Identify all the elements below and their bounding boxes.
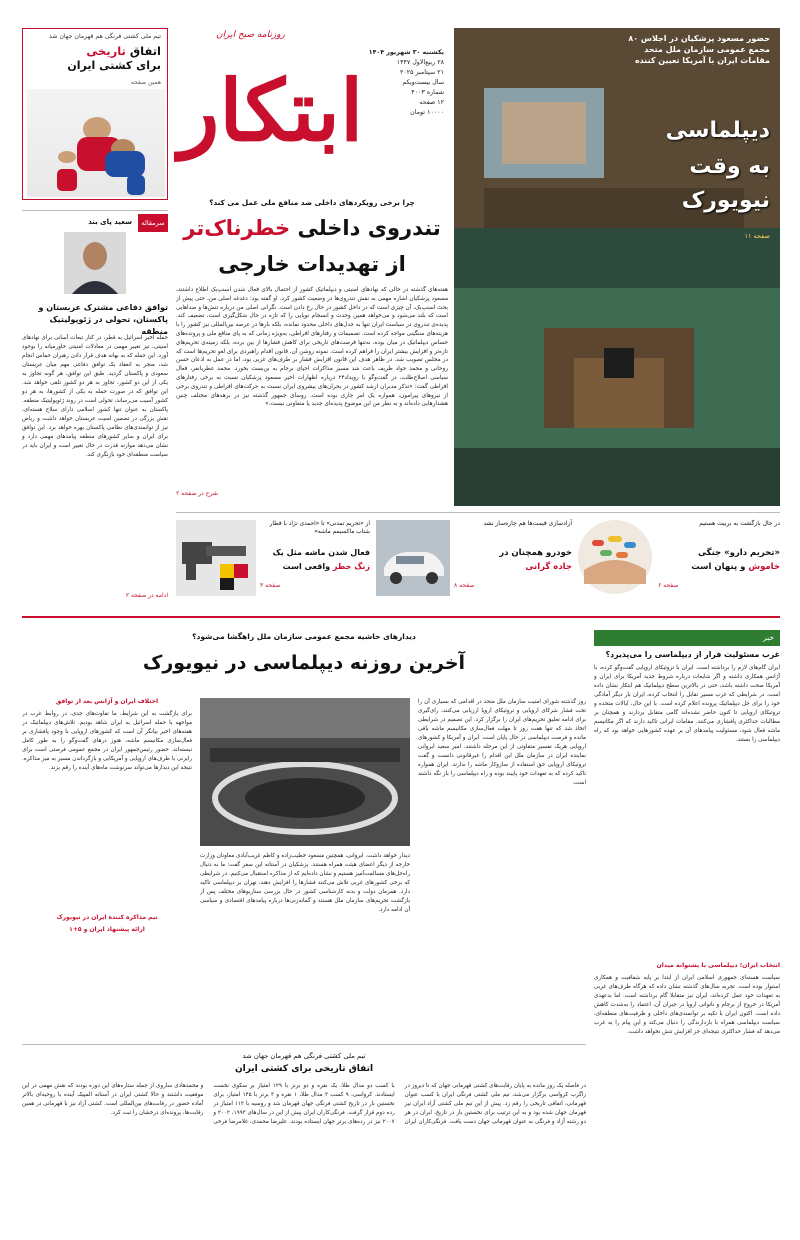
cover-big-2: به وقت bbox=[689, 154, 770, 179]
teaser-2-photo bbox=[376, 520, 450, 596]
teaser-2-kicker: آزادسازی قیمت‌ها هم چاره‌ساز نشد bbox=[483, 520, 572, 527]
author-avatar bbox=[64, 232, 126, 294]
cover-caption-2: مجمع عمومی سازمان ملل متحد bbox=[644, 45, 770, 54]
date-box bbox=[368, 48, 444, 144]
teaser-3-title-2: زنگ خطر واقعی است bbox=[282, 562, 370, 571]
main-continue[interactable]: شرح در صفحه ۲ bbox=[176, 490, 218, 497]
news-body: ایران گام‌های لازم را برداشته است. ایران با تروئیکای اروپایی گفت‌وگو کرده، با آژانس همکاری داشته و اگر شایعات درباره شروط جدید آمریکا برای ایران و آمریکا صحت داشته باشد، حتی در بالاترین سطح دیپلماتیک هم ابتکار نشان داده است. در شرایطی که غرب مسیر تقابل را انتخاب کرده، ایران بار دیگر آمادگی خود را برای حل دیپلماتیک پرونده اعلام کرده است. با این حال، ایالات متحده و تروئیکای اروپایی تا کنون حاضر نشده‌اند گامی متقابل بردارند و همچنان بر مطالبات حداکثری پافشاری می‌کنند. مقامات ایرانی تاکید دارند که اگر مکانیسم ماشه فعال شود، مسئولیت پیامدهای آن بر عهده کشورهایی خواهد بود که راه دیپلماسی را بستند. bbox=[594, 665, 780, 743]
un-subhead-1: اختلاف ایران و آژانس بعد از توافق bbox=[55, 698, 159, 705]
un-col-1: روز گذشته شورای امنیت سازمان ملل متحد در اقدامی که بسیاری آن را تحت فشار شرکای اروپایی و تروئیکای اروپا ارزیابی می‌کنند، رای‌گیری برای ادامه تعلیق تحریم‌های ایران را برگزار کرد. این تصمیم در شرایطی اتخاذ شد که تنها هفت روز تا مهلت فعال‌سازی مکانیسم ماشه باقی مانده و فرصت دیپلماسی در حال پایان است. ایران و آمریکا و کشورهای اروپایی هریک تفسیر متفاوتی از این مرحله داشتند. امیر سعید ایروانی نماینده ایران در سازمان ملل این اقدام را غیرقانونی دانست و گفت تروئیکای اروپایی حق استفاده از سازوکار ماشه را ندارند. ایران همواره تاکید کرده که به تعهدات خود پایبند بوده و راه دیپلماسی را باز نگه داشته است. bbox=[418, 699, 586, 786]
teaser-1-title-2: خاموش و پنهان است bbox=[691, 562, 780, 572]
teaser-2[interactable] bbox=[376, 518, 572, 602]
news-box[interactable] bbox=[594, 630, 780, 1222]
main-body: هفته‌های گذشته در حالی که نهادهای امنیتی و دیپلماتیک کشور از احتمال بالای فعال شدن اسنپ‌بک اطلاع داشتند، مسعود پزشکیان اشاره مهمی به نقش تندروی‌ها در وضعیت کشور کرد. او گفته بود: دغدغه اصلی من، حتی پیش از بحث اسنپ‌بک، آن چیزی است که در داخل کشور در حال رخ دادن است. نگرانی اصلی من درباره تنش‌ها و صداهایی است که بلند می‌شود و می‌خواهد همین وحدت و انسجام نوپایی را که تازه در حال شکل‌گیری است، تضعیف کند. پدیده‌ی تندروی در سیاست ایران تنها به جدل‌های داخلی محدود نمانده، بلکه بارها در عرصه بین‌المللی نیز کشور را با هزینه‌های سنگینی مواجه کرده است. تصمیمات و رفتارهای افراطی، به‌ویژه زمانی که به پای منافع ملی و پرونده‌های حساس دیپلماتیک در میان بوده، نه‌تنها فرصت‌های تاریخی برای کاهش فشارها از بین برده، بلکه زمینه‌ی تحریم‌های تازه‌تر و افزایش بیشتر ایران را فراهم کرده است. نمونه روشن آن، قانون اقدام راهبردی برای لغو تحریم‌ها است که در مجلس تصویب شد. در ظاهر هدف این قانون افزایش فشار بر طرف‌های غربی بود، اما در عمل به اذعان حسن روحانی و محمد جواد ظریف باعث شد مسیر مذاکرات احیای برجام به بن‌بست بخورد. محمد عطریانفر، فعال سیاسی اصلاح‌طلب، در گفت‌وگو با رویداد۲۴ درباره اظهارات اخیر مسعود پزشکیان نسبت به برخی رفتارهای افراطی گفت: «تذکر مدیران ارشد کشور در بحران‌های پیشروی ایران نسبت به حرکت‌های افراطی و تندروی برخی از نیروهای پیرامون، همواره یک امر جاری بوده است. روسای جمهور گذشته نیز در برهه‌های مختلف چنین هشدارهایی داده‌اند و به نظر من این موضوع پدیده‌ای جدید یا متفاوتی نیست.» bbox=[176, 287, 448, 408]
un-subhead-3: ارائه پیشنهاد ایران و ۵+۱ bbox=[69, 926, 145, 933]
promo-title: اتفاق تاریخی bbox=[86, 44, 161, 58]
price-line: ۱۰۰۰۰ تومان bbox=[410, 109, 444, 116]
promo-page-ref: همین صفحه bbox=[130, 79, 161, 86]
year-line: سال بیست‌ویکم bbox=[402, 79, 444, 86]
un-story[interactable] bbox=[22, 630, 586, 1040]
teaser-2-title-1: خودرو همچنان در bbox=[499, 548, 572, 558]
teaser-2-title-red: جاده گرانی bbox=[525, 562, 572, 572]
teasers-rule bbox=[176, 512, 780, 513]
column-label: سرمقاله bbox=[138, 214, 168, 232]
promo-kicker: تیم ملی کشتی فرنگی هم قهرمان جهان شد bbox=[48, 33, 161, 40]
bottom-title: اتفاق تاریخی برای کشتی ایران bbox=[234, 1064, 374, 1074]
wrestling-photo bbox=[27, 89, 165, 197]
cover-big-1: دیپلماسی bbox=[665, 118, 770, 143]
column-box[interactable] bbox=[22, 210, 168, 606]
news-body-2: سیاست هسته‌ای جمهوری اسلامی ایران از ابتدا بر پایه شفافیت و همکاری استوار بوده است. تجربه سال‌های گذشته نشان داده که هرگاه طرف‌های غربی به تعهدات خود عمل کرده‌اند، ایران نیز متقابلا گام برداشته است. اما بدعهدی آمریکا در خروج از برجام و ناتوانی اروپا در جبران آن، اعتماد را به‌شدت کاهش داده است. اکنون ایران با تکیه بر توانمندی‌های داخلی و ظرفیت‌های منطقه‌ای، سیاست دیپلماسی همراه با بازدارندگی را دنبال می‌کند و این پیام را به غرب می‌دهد که فشار حداکثری نتیجه‌ای جز افزایش تنش نخواهد داشت. bbox=[594, 975, 780, 1035]
section-divider bbox=[22, 616, 780, 618]
bottom-body: در فاصله یک روز مانده به پایان رقابت‌های کشتی قهرمانی جهان که تا دیروز در زاگرب کرواسی برگزار می‌شد، تیم ملی کشتی فرنگی ایران با کسب عنوان قهرمانی، اتفاقی تاریخی را رقم زد. پیش از این تیم ملی کشتی آزاد ایران نیز قهرمان جهان شده بود و به این ترتیب برای نخستین بار در تاریخ، ایران در هر دو رشته آزاد و فرنگی به عنوان قهرمانی جهان دست یافت. فرنگی‌کاران ایران با کسب دو مدال طلا، یک نقره و دو برنز با ۱۲۹ امتیاز بر سکوی نخست ایستادند. کرواسی، ۹ کسب ۳ مدال طلا، ۱ نقره و ۳ برنز با ۱۴۵ امتیاز، برای نخستین بار در تاریخ کشتی فرنگی جهان قهرمان شد و روسیه با ۱۱۲ امتیاز در رده دوم قرار گرفت. فرنگی‌کاران ایران پیش از این در سال‌های ۱۹۹۳، ۲۰۰۲ و ۲۰۰۷ نیز در رده‌های برتر جهان ایستاده بودند. علیرضا محمدی، غلامرضا فرخی و محمدهادی ساروی از جمله ستاره‌های این دوره بودند که نقش مهمی در این موفقیت داشتند و حالا کشتی ایران در آستانه المپیک آینده با روحیه‌ای بالاتر آماده حضور در رقابت‌های بین‌المللی است. کشتی آزاد نیز با قهرمانی در همین رقابت‌ها، پرونده‌ای درخشان را ثبت کرد. bbox=[22, 1083, 586, 1125]
bottom-story[interactable] bbox=[22, 1050, 586, 1222]
cover-page-ref: صفحه ۱۱ bbox=[744, 232, 770, 240]
teaser-3-kicker: از «تحریم تمدنی» تا «احمدی نژاد با قطار شتاب ماکسیمم ماشه» bbox=[269, 521, 370, 535]
teaser-1[interactable] bbox=[578, 518, 780, 602]
teaser-3-photo bbox=[176, 520, 256, 596]
promo-title-2: برای کشتی ایران bbox=[67, 59, 161, 72]
security-council-photo bbox=[200, 698, 410, 846]
main-kicker: چرا برخی رویکردهای داخلی ضد منافع ملی عمل می کند؟ bbox=[209, 198, 415, 207]
slogan: روزنامه صبح ایران bbox=[216, 30, 285, 40]
date-line-2: ۲۸ ربیع‌الاول ۱۴۴۷ bbox=[396, 59, 444, 66]
cover-caption-1: حضور مسعود پزشکیان در اجلاس ۸۰ bbox=[628, 34, 770, 43]
news-title: غرب مسئولیت فرار از دیپلماسی را می‌پذیرد؟ bbox=[605, 650, 780, 659]
un-kicker: دیدارهای حاشیه مجمع عمومی سازمان ملل راهگشا می‌شود؟ bbox=[192, 632, 416, 641]
cover-big-3: نیویورک bbox=[681, 188, 770, 213]
cover-photo[interactable] bbox=[454, 28, 780, 506]
column-rule bbox=[22, 210, 168, 211]
column-author: سعید پای بند bbox=[88, 218, 132, 226]
logo-text: ابتکار bbox=[178, 61, 364, 160]
teaser-2-page[interactable]: صفحه ۸ bbox=[454, 582, 475, 589]
news-label: خبر bbox=[594, 630, 780, 646]
pages-line: ۱۲ صفحه bbox=[419, 99, 444, 106]
teaser-3-title-1: فعال شدن ماشه مثل یک bbox=[272, 548, 370, 557]
teaser-3[interactable] bbox=[176, 518, 370, 602]
teaser-1-kicker: در حال بازگشت به بربیت هستیم bbox=[699, 520, 780, 527]
bottom-kicker: تیم ملی کشتی فرنگی هم قهرمان جهان شد bbox=[242, 1052, 366, 1060]
issue-line: شماره ۴۰۰۳ bbox=[411, 89, 444, 96]
teaser-1-title-1: «تحریم دارو» جنگی bbox=[698, 548, 780, 558]
teaser-3-page[interactable]: صفحه ۳ bbox=[260, 582, 281, 589]
un-col-2: دیدار خواهد داشت. ایروانی، همچنین مسعود خطیب‌زاده و کاظم غریب‌آبادی معاونان وزارت خارجه از دیگر اعضای هیئت همراه هستند. پزشکیان در آستانه این سفر گفت: ما به دنبال راه‌حل‌های مسالمت‌آمیز هستیم و نشان داده‌ایم که از مذاکره استقبال می‌کنیم. در شرایطی که برخی کشورهای غربی تلاش می‌کنند فشارها را افزایش دهند، تهران بر دیپلماسی تاکید دارد. همزمان دولت و بدنه کارشناسی کشور در حال بررسی سناریوهای مختلف پس از بازگشت تحریم‌های سازمان ملل هستند و گمانه‌زنی‌ها درباره پیامدهای اقتصادی و سیاسی آن ادامه دارد. bbox=[200, 853, 410, 913]
masthead-logo[interactable] bbox=[176, 28, 366, 196]
news-subhead: انتخاب ایران؛ دیپلماسی با پشتوانه میدان bbox=[656, 962, 780, 969]
main-story[interactable] bbox=[176, 196, 448, 508]
teaser-1-photo bbox=[578, 520, 652, 594]
un-col-3: برای بازگشت به این شرایط، ما تفاوت‌های جدی، در روابط غرب در مواجهه با حمله اسرائیل به ایران شاهد بودیم. تلاش‌های دیپلماتیک در هفته‌های اخیر بیانگر آن است که کشورهای اروپایی با وجود پافشاری بر فعال‌سازی مکانیسم ماشه، هنوز درهای گفت‌وگو را به طور کامل نبسته‌اند. حضور رئیس‌جمهور ایران در مجمع عمومی فرصتی است برای رایزنی با طرف‌های اروپایی و آمریکایی و بازگرداندن مسیر به میز مذاکره. نتیجه این دیدارها می‌تواند سرنوشت ماه‌های آینده را رقم بزند. bbox=[22, 711, 192, 771]
top-promo-box[interactable] bbox=[22, 28, 168, 200]
teaser-1-page[interactable]: صفحه ۶ bbox=[658, 582, 679, 589]
un-subhead-2: تیم مذاکره کننده ایران در نیویورک bbox=[56, 914, 158, 921]
column-body: حمله اخیر اسرائیل به قطر، در کنار تبعات آسانی برای نهادهای امنیتی، نیز تغییر مهمی در معادلات امنیتی خاورمیانه را بوجود آورد. این حمله که به بهانه هدف قرار دادن رهبران حماس انجام شد، منجر به انعقاد یک توافق دفاعی مهم میان عربستان سعودی و پاکستان گردید. طبق این توافق، هر گونه تجاوز به یکی از این دو کشور، تجاوز به هر دو کشور تلقی خواهد شد. این توافق که در صورت حمله به یکی از کشورها، به هر دو کشور آسیب می‌رساند، تحولی است در روند ژئوپولیتیک منطقه. پاکستان به عنوان تنها کشور اسلامی دارای سلاح هسته‌ای، نقش بزرگی در تضمین امنیت عربستان خواهد داشت و ریاض نیز از توانمندی‌های نظامی پاکستان بهره خواهد برد. این توافق برای ایران و سایر کشورهای منطقه پیامدهای مهمی دارد و نشان می‌دهد موازنه قدرت در حال تغییر است و ایران باید در سیاست منطقه‌ای خود بازنگری کند. bbox=[22, 335, 168, 458]
bottom-rule bbox=[22, 1044, 586, 1045]
date-line-3: ۲۱ سپتامبر ۲۰۲۵ bbox=[399, 69, 444, 76]
date-line-1: یکشنبه ۳۰ شهریور ۱۴۰۴ bbox=[368, 49, 444, 56]
main-title-1: تندروی داخلی خطرناک‌تر bbox=[183, 216, 441, 240]
un-title: آخرین روزنه دیپلماسی در نیویورک bbox=[142, 652, 466, 674]
cover-caption-3: مقامات ایران با آمریکا تعیین کننده bbox=[634, 56, 770, 65]
column-continue[interactable]: ادامه در صفحه ۲ bbox=[125, 592, 168, 599]
column-title: توافق دفاعی مشترک عربستان و پاکستان، تحولی در ژئوپولیتیک منطقه bbox=[38, 303, 168, 336]
main-title-2: از تهدیدات خارجی bbox=[218, 252, 406, 276]
